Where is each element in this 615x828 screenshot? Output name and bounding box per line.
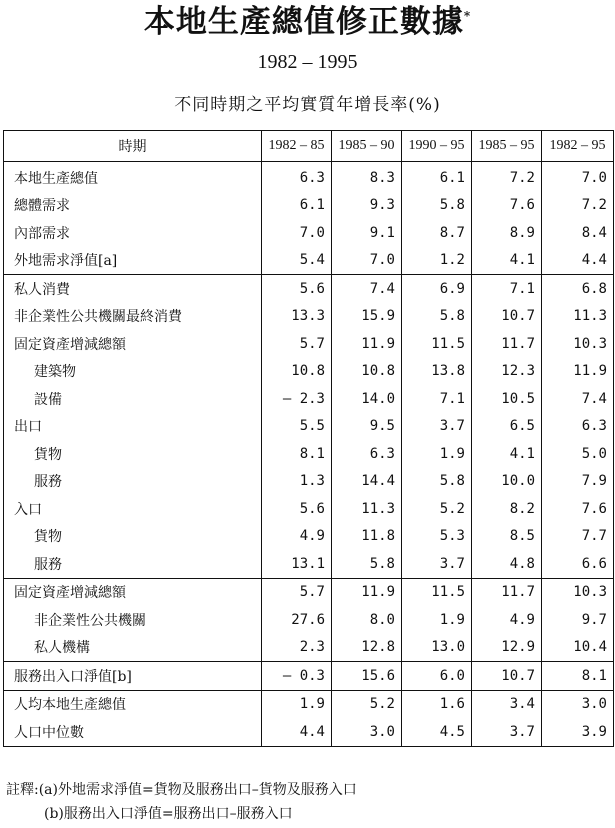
row-value: 10.8 bbox=[332, 358, 402, 386]
row-label: 貨物 bbox=[34, 446, 62, 463]
row-value: 6.0 bbox=[402, 662, 472, 691]
row-value: 1.9 bbox=[402, 440, 472, 468]
row-value: 12.3 bbox=[472, 358, 542, 386]
row-value: 7.2 bbox=[472, 162, 542, 192]
row-label: 人口中位數 bbox=[14, 724, 84, 741]
row-value: 10.5 bbox=[472, 385, 542, 413]
row-value: 13.1 bbox=[262, 550, 332, 578]
row-value: 9.5 bbox=[332, 413, 402, 441]
row-value: 5.6 bbox=[262, 495, 332, 523]
table-row bbox=[4, 606, 614, 634]
row-value: 7.4 bbox=[332, 275, 402, 303]
row-value: 13.3 bbox=[262, 303, 332, 331]
row-label: 非企業性公共機關 bbox=[34, 612, 146, 629]
table-body bbox=[4, 162, 614, 747]
row-value: 11.5 bbox=[402, 330, 472, 358]
table-row bbox=[4, 303, 614, 331]
row-value: 1.2 bbox=[402, 247, 472, 275]
row-value: 9.1 bbox=[332, 219, 402, 247]
row-value: 4.9 bbox=[472, 606, 542, 634]
table-row bbox=[4, 690, 614, 718]
row-label: 貨物 bbox=[34, 529, 62, 546]
row-value: 8.4 bbox=[542, 219, 614, 247]
row-value: 3.9 bbox=[542, 718, 614, 746]
row-value: 1.9 bbox=[402, 606, 472, 634]
table-row bbox=[4, 468, 614, 496]
footnotes bbox=[6, 778, 606, 826]
row-value: 11.9 bbox=[542, 358, 614, 386]
row-value: 5.8 bbox=[402, 192, 472, 220]
row-value: 8.9 bbox=[472, 219, 542, 247]
row-value: 5.7 bbox=[262, 578, 332, 606]
row-value: 7.4 bbox=[542, 385, 614, 413]
row-value: 7.1 bbox=[402, 385, 472, 413]
row-value: 5.6 bbox=[262, 275, 332, 303]
row-label: 服務 bbox=[34, 474, 62, 491]
row-value: 4.4 bbox=[542, 247, 614, 275]
row-value: 1.6 bbox=[402, 690, 472, 718]
row-value: 10.3 bbox=[542, 578, 614, 606]
row-value: 8.5 bbox=[472, 523, 542, 551]
row-value: 11.3 bbox=[332, 495, 402, 523]
row-value: 4.5 bbox=[402, 718, 472, 746]
title-text: 本地生產總值修正數據 bbox=[143, 4, 464, 40]
row-label: 非企業性公共機關最終消費 bbox=[14, 309, 182, 326]
row-value: 11.3 bbox=[542, 303, 614, 331]
table-header-row bbox=[4, 131, 614, 162]
table-row bbox=[4, 358, 614, 386]
row-value: 8.0 bbox=[332, 606, 402, 634]
row-value: 8.2 bbox=[472, 495, 542, 523]
row-label: 服務出入口淨值[b] bbox=[4, 662, 262, 691]
row-value: 10.4 bbox=[542, 634, 614, 662]
row-value: 10.7 bbox=[472, 303, 542, 331]
table-row bbox=[4, 192, 614, 220]
row-label: 設備 bbox=[34, 391, 62, 408]
row-value: 7.0 bbox=[332, 247, 402, 275]
row-value: 9.7 bbox=[542, 606, 614, 634]
row-value: 6.1 bbox=[402, 162, 472, 192]
row-value: 7.6 bbox=[472, 192, 542, 220]
row-value: 8.3 bbox=[332, 162, 402, 192]
header-1990-95: 1990 – 95 bbox=[402, 131, 472, 162]
table-row bbox=[4, 550, 614, 578]
row-value: 3.0 bbox=[542, 690, 614, 718]
row-value: 6.9 bbox=[402, 275, 472, 303]
row-value: 11.7 bbox=[472, 578, 542, 606]
row-value: 6.3 bbox=[542, 413, 614, 441]
row-label: 總體需求 bbox=[14, 198, 70, 215]
table-row bbox=[4, 385, 614, 413]
table-row bbox=[4, 162, 614, 192]
header-period-label: 時期 bbox=[4, 131, 262, 162]
document-title bbox=[0, 0, 615, 44]
row-value: 8.1 bbox=[262, 440, 332, 468]
row-value: – 0.3 bbox=[262, 662, 332, 691]
row-value: 6.3 bbox=[262, 162, 332, 192]
table-row bbox=[4, 578, 614, 606]
row-value: 6.8 bbox=[542, 275, 614, 303]
row-label: 私人消費 bbox=[4, 275, 262, 303]
row-value: 11.9 bbox=[332, 330, 402, 358]
row-value: 15.6 bbox=[332, 662, 402, 691]
row-value: 10.7 bbox=[472, 662, 542, 691]
table-row bbox=[4, 523, 614, 551]
row-value: 6.1 bbox=[262, 192, 332, 220]
row-value: 12.9 bbox=[472, 634, 542, 662]
row-value: 6.3 bbox=[332, 440, 402, 468]
row-value: 10.3 bbox=[542, 330, 614, 358]
row-value: 5.4 bbox=[262, 247, 332, 275]
header-1982-95: 1982 – 95 bbox=[542, 131, 614, 162]
row-value: 3.7 bbox=[402, 550, 472, 578]
row-label: 固定資產增減總額 bbox=[4, 578, 262, 606]
row-value: 4.8 bbox=[472, 550, 542, 578]
row-value: 3.7 bbox=[402, 413, 472, 441]
table-caption: 不同時期之平均實質年增長率(%) bbox=[174, 95, 441, 115]
row-value: 13.8 bbox=[402, 358, 472, 386]
row-value: 7.2 bbox=[542, 192, 614, 220]
row-value: 5.7 bbox=[262, 330, 332, 358]
growth-rate-table bbox=[3, 130, 614, 747]
row-value: 7.0 bbox=[262, 219, 332, 247]
table-row bbox=[4, 413, 614, 441]
row-value: 8.1 bbox=[542, 662, 614, 691]
row-value: 1.3 bbox=[262, 468, 332, 496]
row-value: 2.3 bbox=[262, 634, 332, 662]
row-value: 3.0 bbox=[332, 718, 402, 746]
row-value: 5.3 bbox=[402, 523, 472, 551]
row-value: 15.9 bbox=[332, 303, 402, 331]
row-value: 12.8 bbox=[332, 634, 402, 662]
row-label: 外地需求淨值[a] bbox=[14, 253, 118, 270]
row-value: 5.2 bbox=[402, 495, 472, 523]
row-value: 14.4 bbox=[332, 468, 402, 496]
row-value: 7.7 bbox=[542, 523, 614, 551]
row-value: 7.9 bbox=[542, 468, 614, 496]
row-label: 建築物 bbox=[34, 364, 76, 381]
table-row bbox=[4, 219, 614, 247]
row-value: 10.0 bbox=[472, 468, 542, 496]
row-value: 1.9 bbox=[262, 690, 332, 718]
row-value: 4.9 bbox=[262, 523, 332, 551]
row-value: 5.5 bbox=[262, 413, 332, 441]
row-value: – 2.3 bbox=[262, 385, 332, 413]
table-row bbox=[4, 662, 614, 691]
row-label: 服務 bbox=[34, 556, 62, 573]
row-value: 4.1 bbox=[472, 440, 542, 468]
row-value: 5.8 bbox=[402, 303, 472, 331]
table-row bbox=[4, 634, 614, 662]
row-value: 11.8 bbox=[332, 523, 402, 551]
row-value: 11.9 bbox=[332, 578, 402, 606]
row-value: 11.7 bbox=[472, 330, 542, 358]
row-value: 13.0 bbox=[402, 634, 472, 662]
table-row bbox=[4, 495, 614, 523]
row-value: 5.2 bbox=[332, 690, 402, 718]
row-value: 7.1 bbox=[472, 275, 542, 303]
row-label: 人均本地生產總值 bbox=[4, 690, 262, 718]
row-label: 入口 bbox=[14, 501, 42, 518]
row-value: 5.8 bbox=[332, 550, 402, 578]
row-value: 6.5 bbox=[472, 413, 542, 441]
table-row bbox=[4, 440, 614, 468]
footnote-b: (b)服務出入口淨值=服務出口–服務入口 bbox=[44, 806, 293, 822]
row-label: 固定資產增減總額 bbox=[14, 336, 126, 353]
row-label: 內部需求 bbox=[14, 225, 70, 242]
row-value: 3.7 bbox=[472, 718, 542, 746]
table-row bbox=[4, 275, 614, 303]
row-value: 8.7 bbox=[402, 219, 472, 247]
row-label: 出口 bbox=[14, 419, 42, 436]
row-value: 10.8 bbox=[262, 358, 332, 386]
row-value: 7.0 bbox=[542, 162, 614, 192]
row-label: 私人機構 bbox=[34, 640, 90, 657]
header-1982-85: 1982 – 85 bbox=[262, 131, 332, 162]
row-value: 7.6 bbox=[542, 495, 614, 523]
header-1985-95: 1985 – 95 bbox=[472, 131, 542, 162]
table-row bbox=[4, 330, 614, 358]
row-value: 11.5 bbox=[402, 578, 472, 606]
row-value: 6.6 bbox=[542, 550, 614, 578]
row-value: 4.1 bbox=[472, 247, 542, 275]
row-value: 4.4 bbox=[262, 718, 332, 746]
row-value: 14.0 bbox=[332, 385, 402, 413]
table-row bbox=[4, 247, 614, 275]
row-label: 本地生產總值 bbox=[4, 162, 262, 192]
table-row bbox=[4, 718, 614, 746]
row-value: 9.3 bbox=[332, 192, 402, 220]
footnote-a: 註釋:(a)外地需求淨值=貨物及服務出口–貨物及服務入口 bbox=[6, 782, 357, 798]
header-1985-90: 1985 – 90 bbox=[332, 131, 402, 162]
row-value: 5.8 bbox=[402, 468, 472, 496]
row-value: 5.0 bbox=[542, 440, 614, 468]
title-footnote-mark: * bbox=[463, 9, 472, 23]
row-value: 27.6 bbox=[262, 606, 332, 634]
document-subtitle: 1982 – 1995 bbox=[257, 51, 358, 73]
row-value: 3.4 bbox=[472, 690, 542, 718]
